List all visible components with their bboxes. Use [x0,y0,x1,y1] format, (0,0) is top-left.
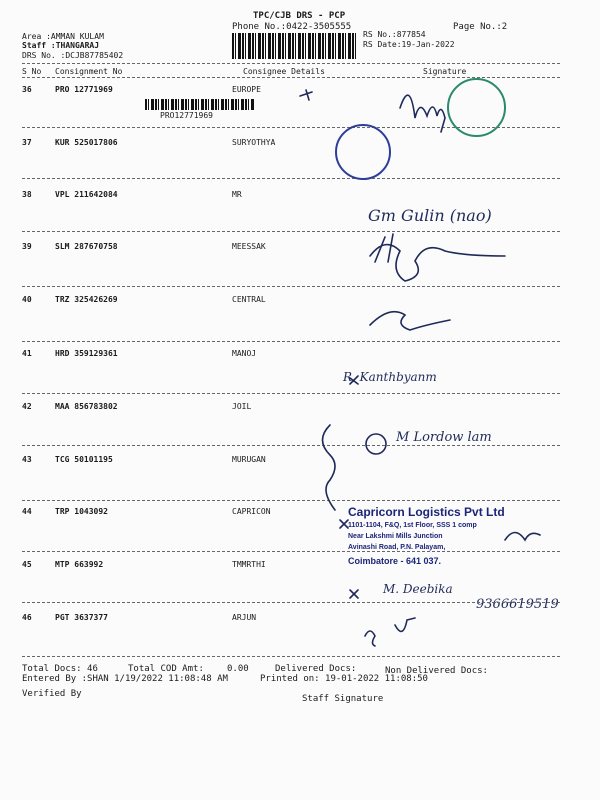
row-sno: 43 [22,455,32,464]
row-divider [22,551,560,552]
row-consignee: MEESSAK [232,242,266,251]
row-consignment: VPL 211642084 [55,190,118,199]
column-consignee: Consignee Details [243,67,325,76]
row-divider [22,500,560,501]
row-divider [22,231,560,232]
row-barcode-label: PRO12771969 [160,111,213,120]
drs-number: DRS No. :DCJB87785402 [22,51,124,60]
row-consignee: CENTRAL [232,295,266,304]
row-divider [22,393,560,394]
row-consignment: TRZ 325426269 [55,295,118,304]
printed-on: Printed on: 19-01-2022 11:08:50 [260,674,428,684]
row-consignment: MAA 856783802 [55,402,118,411]
row-consignment: HRD 359129361 [55,349,118,358]
stamp-address-line: Near Lakshmi Mills Junction [348,533,443,540]
row-consignment: KUR 525017806 [55,138,118,147]
row-sno: 42 [22,402,32,411]
stamp-company-name: Capricorn Logistics Pvt Ltd [348,505,505,519]
document-title: TPC/CJB DRS - PCP [253,11,346,21]
row-consignee: CAPRICON [232,507,271,516]
row-consignee: TMMRTHI [232,560,266,569]
row-consignee: MANOJ [232,349,257,358]
header-barcode [232,33,356,59]
row-consignee: ARJUN [232,613,257,622]
row-sno: 45 [22,560,32,569]
row-consignee: JOIL [232,402,252,411]
stamp-address-line: Avinashi Road, P.N. Palayam, [348,544,446,551]
row-consignment: TCG 50101195 [55,455,113,464]
total-docs: Total Docs: 46 [22,664,98,674]
rs-date: RS Date:19-Jan-2022 [363,40,455,49]
row-divider [22,656,560,657]
delivered-docs: Delivered Docs: [275,664,357,674]
row-consignee: MURUGAN [232,455,266,464]
handwritten-signature: M. Deebika [383,582,453,596]
column-signature: Signature [423,67,467,76]
column-consignment: Consignment No [55,67,123,76]
staff-signature: Staff Signature [302,694,384,704]
row-sno: 39 [22,242,32,251]
row-sno: 46 [22,613,32,622]
non-delivered-docs: Non Delivered Docs: [385,666,488,676]
row-barcode [145,99,255,110]
row-divider [22,341,560,342]
row-divider [22,286,560,287]
handwritten-signature: R. Kanthbyanm [343,370,437,384]
row-sno: 44 [22,507,32,516]
row-divider [22,602,560,603]
rs-number: RS No.:877854 [363,30,426,39]
row-consignee: SURYOTHYA [232,138,276,147]
phone-number: Phone No.:0422-3505555 [232,22,352,32]
row-sno: 37 [22,138,32,147]
row-consignment: SLM 287670758 [55,242,118,251]
total-cod-label: Total COD Amt: [128,664,204,674]
row-sno: 40 [22,295,32,304]
row-consignee: EUROPE [232,85,261,94]
staff-field: Staff :THANGARAJ [22,41,100,50]
round-seal [335,124,391,180]
row-divider [22,178,560,179]
handwritten-phone: 9366619519 [476,597,559,612]
row-sno: 36 [22,85,32,94]
row-consignment: TRP 1043092 [55,507,108,516]
round-seal [447,78,506,137]
entered-by: Entered By :SHAN 1/19/2022 11:08:48 AM [22,674,228,684]
total-cod-value: 0.00 [227,664,249,674]
row-consignment: PGT 3637377 [55,613,108,622]
row-consignee: MR [232,190,242,199]
row-consignment: PRO 12771969 [55,85,113,94]
header-divider-top [22,63,560,64]
row-divider [22,445,560,446]
row-sno: 41 [22,349,32,358]
handwritten-signature: Gm Gulin (nao) [368,206,492,225]
verified-by: Verified By [22,689,82,699]
row-consignment: MTP 663992 [55,560,104,569]
handwritten-signature: M Lordow lam [396,430,492,445]
area-field: Area :AMMAN KULAM [22,32,104,41]
stamp-address-line: 1101-1104, F&Q, 1st Floor, SSS 1 comp [348,522,477,529]
row-sno: 38 [22,190,32,199]
stamp-address-line: Coimbatore - 641 037. [348,556,442,566]
page-number: Page No.:2 [453,22,508,32]
column-sno: S No [22,67,42,76]
